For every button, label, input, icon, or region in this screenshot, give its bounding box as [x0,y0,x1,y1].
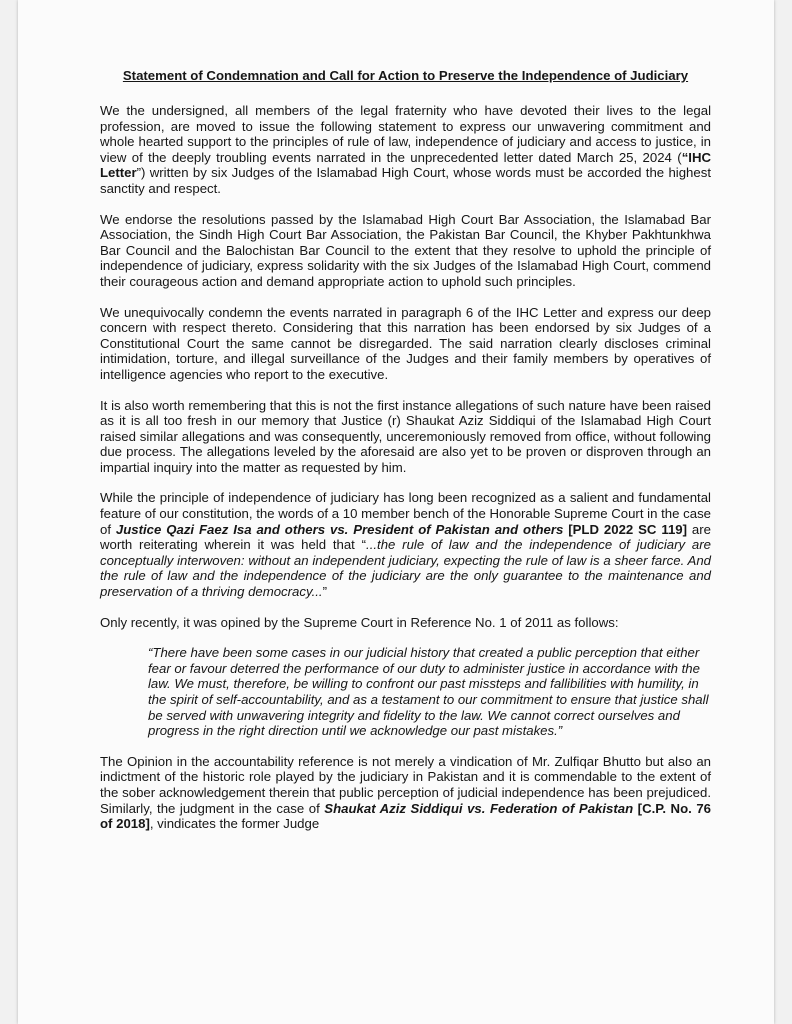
block-quote: “There have been some cases in our judicial history that created a public perception that either fear or favour deterred the performance of our duty to administer justice in accordance with the law. We must, therefore, be willing to confront our past missteps and fallibilities with humility, in the spirit of self-accountability, and as a testament to our commitment to ensure that justice shall be served with unwavering integrity and fidelity to the law. We cannot correct ourselves and progress in the right direction until we acknowledge our past mistakes.” [148,645,709,739]
paragraph-8-text-b: , vindicates the former Judge [149,816,320,832]
case-name-isa: Justice Qazi Faez Isa and others vs. President of Pakistan and others [115,521,564,537]
paragraph-6: Only recently, it was opined by the Supreme Court in Reference No. 1 of 2011 as follows: [100,614,619,630]
inline-quote: ...the rule of law and the independence of judiciary are conceptually interwoven: without an independent judiciary, expecting the rule of law is a sheer farce. And the rule of law and the independence of the judiciary are the only guarantee to the maintenance and preservation of a thriving democracy... [100,537,711,600]
paragraph-5-text-a: While the principle of independence of judiciary has long been recognized as a salient and fundamental feature of our constitution, the words of a 10 member bench of the Honorable Supreme Court in the case of [100,490,711,537]
document-title: Statement of Condemnation and Call for Action to Preserve the Independence of Judiciary [122,68,689,83]
paragraph-4: It is also worth remembering that this is not the first instance allegations of such nature have been raised as it is all too fresh in our memory that Justice (r) Shaukat Aziz Siddiqui of the Islamabad High Court raised similar allegations and was consequently, unceremoniously removed from office, without following due process. The allegations leveled by the aforesaid are also yet to be proven or disproven through an impartial inquiry into the matter as requested by him. [100,397,711,475]
document-page [18,0,774,1024]
paragraph-5-text-c: ” [322,584,327,600]
case-citation-isa: [PLD 2022 SC 119] [563,521,688,537]
paragraph-5-text-b: are worth reiterating wherein it was held that “ [100,521,711,553]
ihc-letter-term: “IHC Letter [100,149,711,181]
paragraph-5 [100,490,711,599]
document-body [100,68,711,847]
paragraph-1-text-c: ”) written by six Judges of the Islamabad High Court, whose words must be accorded the highest sanctity and respect. [100,165,711,196]
paragraph-8 [100,754,711,832]
paragraph-2: We endorse the resolutions passed by the Islamabad High Court Bar Association, the Islamabad Bar Association, the Sindh High Court Bar Association, the Pakistan Bar Council, the Khyber Pakhtunkhwa Bar Council and the Balochistan Bar Council to the extent that they resolve to uphold the principle of independence of judiciary, express solidarity with the six Judges of the Islamabad High Court, commend their courageous action and demand appropriate action to uphold such principles. [100,211,711,289]
paragraph-8-text-a: The Opinion in the accountability reference is not merely a vindication of Mr. Zulfiqar Bhutto but also an indictment of the historic role played by the judiciary in Pakistan and it is commendable to the extent of the sober acknowledgement therein that public perception of judicial independence has been prejudiced. Similarly, the judgment in the case of [100,753,711,816]
paragraph-3: We unequivocally condemn the events narrated in paragraph 6 of the IHC Letter and express our deep concern with respect thereto. Considering that this narration has been endorsed by six Judges of a Constitutional Court the same cannot be disregarded. The said narration clearly discloses criminal intimidation, torture, and illegal surveillance of the Judges and their family members by operatives of intelligence agencies who report to the executive. [100,304,711,382]
paragraph-1-text-a: We the undersigned, all members of the legal fraternity who have devoted their lives to the legal profession, are moved to issue the following statement to express our unwavering commitment and whole hearted support to the principles of rule of law, independence of judiciary and access to justice, in view of the deeply troubling events narrated in the unprecedented letter dated March 25, 2024 ( [100,103,711,165]
paragraph-1 [100,103,711,197]
case-name-siddiqui: Shaukat Aziz Siddiqui vs. Federation of Pakistan [324,800,634,816]
case-citation-siddiqui: [C.P. No. 76 of 2018] [100,800,711,832]
